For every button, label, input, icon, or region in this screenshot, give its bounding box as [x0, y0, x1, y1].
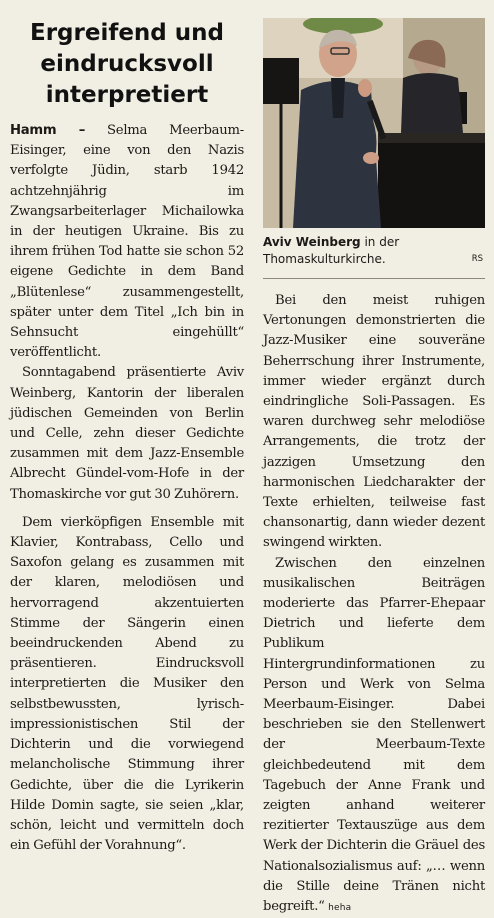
paragraph-1 [10, 121, 244, 363]
author-initials: heha [328, 903, 352, 914]
paragraph-4: Bei den meist ruhigen Vertonungen demonstrierten die Jazz-Musiker eine souveräne Beherrschung ihrer Instrumente, immer wieder ergänzt durch eindringliche Soli-Passagen. Es waren durchweg sehr melodiöse Arrangements, die trotz der jazzigen Umsetzung den harmonischen Liedcharakter der Texte erhielten, teilweise fast chansonartig, dann wieder dezent swingend wirkten. [263, 293, 485, 551]
caption-text: in der Thomaskulturkirche. [263, 235, 400, 266]
photo [263, 18, 485, 228]
paragraph-1-text: Selma Meerbaum-Eisinger, eine von den Nazis verfolgte Jüdin, starb 1942 achtzehnjährig im Zwangsarbeiterlager Michailowka in der heutigen Ukraine. Bis zu ihrem frühen Tod hatte sie schon 52 eigene Gedichte in dem Band „Blütenlese“ zusammengestellt, später unter dem Titel „Ich bin in Sehnsucht eingehüllt“ veröffentlicht. [10, 123, 244, 361]
left-column [10, 18, 244, 856]
paragraph-5-text: Zwischen den einzelnen musikalischen Beiträgen moderierte das Pfarrer-Ehepaar Dietrich und lieferte dem Publikum Hintergrundinformationen zu Person und Werk von Selma Meerbaum-Eisinger. Dabei beschrieben sie den Stellenwert der Meerbaum-Texte gleichbedeutend mit dem Tagebuch der Anne Frank und zeigten anhand weiterer rezitierter Textauszüge aus dem Werk der Dichterin die Gräuel des Nationalsozialismus auf: „… wenn die Stille deine Tränen nicht begreift.“ [263, 555, 485, 915]
paragraph-5 [263, 554, 485, 918]
headline-line-1: Ergreifend und [29, 20, 224, 46]
right-column [263, 18, 485, 918]
headline [10, 18, 244, 111]
headline-line-3: interpretiert [45, 82, 209, 108]
caption-divider [263, 278, 485, 279]
concert-photo-image [263, 18, 485, 228]
paragraph-2: Sonntagabend präsentierte Aviv Weinberg, Kantorin der liberalen jüdischen Gemeinden von Berlin und Celle, zehn dieser Gedichte zusammen mit dem Jazz-Ensemble Albrecht Gündel-vom-Hofe in der Thomaskirche vor gut 30 Zuhörern. [10, 365, 244, 502]
caption-name: Aviv Weinberg [263, 235, 361, 249]
headline-line-2: eindrucksvoll [40, 51, 214, 77]
photo-caption [263, 234, 485, 268]
dateline: Hamm – [10, 123, 86, 138]
photo-credit: RS [471, 254, 483, 264]
paragraph-3: Dem vierköpfigen Ensemble mit Klavier, Kontrabass, Cello und Saxofon gelang es zusammen mit der klaren, melodiösen und hervorragend akzentuierten Stimme der Sängerin einen beeindruckenden Abend zu präsentieren. Eindrucksvoll interpretierten die Musiker den selbstbewussten, lyrisch-impressionistischen Stil der Dichterin und die vorwiegend melancholische Stimmung ihrer Gedichte, über die die Lyrikerin Hilde Domin sagte, sie seien „klar, schön, leicht und vermitteln doch ein Gefühl der Vorahnung“. [10, 514, 244, 854]
